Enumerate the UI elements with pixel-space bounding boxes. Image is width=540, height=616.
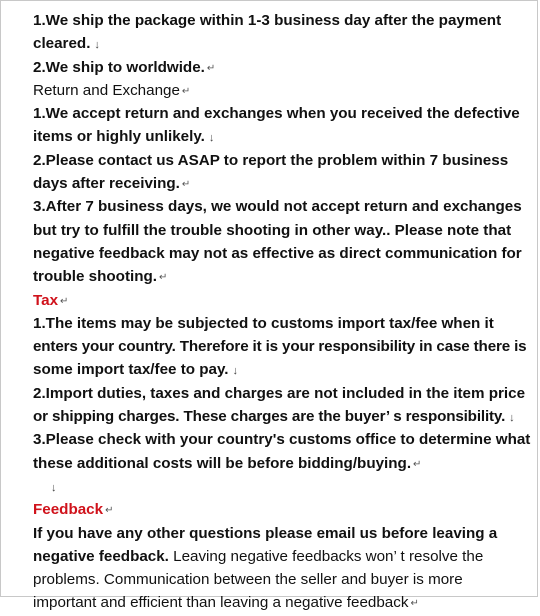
- return-mark-icon: ↵: [410, 598, 419, 610]
- returns-line-1: 1.We accept return and exchanges when you received the defective: [33, 105, 520, 123]
- down-arrow-icon: ↓: [51, 481, 57, 494]
- tax-line-6: 3.Please check with your country's customs office to determine what: [33, 431, 531, 449]
- returns-line-2: items or highly unlikely. ↓: [33, 128, 215, 146]
- tax-line-2: enters your country. Therefore it is your responsibility in case there is: [33, 338, 527, 356]
- feedback-line-1: If you have any other questions please email us before leaving a: [33, 524, 498, 542]
- tax-line-1: 1.The items may be subjected to customs import tax/fee when it: [33, 314, 494, 332]
- down-arrow-icon: ↓: [232, 365, 239, 378]
- tax-line-3: some import tax/fee to pay. ↓: [33, 361, 239, 379]
- shipping-line-3: 2.We ship to worldwide. ↵: [33, 58, 216, 76]
- document-body: [33, 9, 538, 615]
- returns-line-5: 3.After 7 business days, we would not accept return and exchanges: [33, 198, 522, 216]
- feedback-line-2-normal: Leaving negative feedbacks won’ t resolve the: [168, 547, 484, 565]
- return-mark-icon: ↵: [181, 179, 191, 191]
- tax-heading: Tax ↵: [33, 291, 69, 309]
- return-mark-icon: ↵: [60, 295, 69, 307]
- return-mark-icon: ↵: [206, 62, 216, 74]
- shipping-line-2: cleared. ↓: [33, 35, 100, 53]
- feedback-line-4: important and efficient than leaving a negative feedback ↵: [33, 594, 419, 612]
- returns-line-7: negative feedback may not as effective as direct communication for: [33, 244, 522, 262]
- returns-line-3: 2.Please contact us ASAP to report the problem within 7 business: [33, 151, 509, 169]
- tax-line-7: these additional costs will be before bidding/buying. ↵: [33, 454, 422, 472]
- return-mark-icon: ↵: [105, 505, 114, 517]
- return-mark-icon: ↵: [181, 85, 191, 97]
- feedback-heading: Feedback ↵: [33, 501, 114, 519]
- returns-line-6: but try to fulfill the trouble shooting in other way.. Please note that: [33, 221, 512, 239]
- down-arrow-icon: ↓: [509, 412, 515, 425]
- feedback-line-2-bold: negative feedback.: [33, 547, 169, 565]
- returns-heading: Return and Exchange ↵: [33, 81, 191, 99]
- returns-line-8: trouble shooting. ↵: [33, 268, 168, 286]
- blank-line: [33, 475, 538, 498]
- down-arrow-icon: ↓: [94, 39, 100, 52]
- tax-line-5: or shipping charges. These charges are the buyer’ s responsibility. ↓: [33, 408, 515, 426]
- return-mark-icon: ↵: [413, 458, 422, 470]
- return-mark-icon: ↵: [159, 272, 168, 284]
- down-arrow-icon: ↓: [208, 132, 215, 145]
- feedback-line-2: [33, 545, 538, 568]
- feedback-line-3: problems. Communication between the seller and buyer is more: [33, 571, 463, 589]
- returns-line-4: days after receiving. ↵: [33, 175, 191, 193]
- tax-line-4: 2.Import duties, taxes and charges are not included in the item price: [33, 384, 526, 402]
- shipping-line-1: 1.We ship the package within 1-3 business day after the payment: [33, 12, 502, 29]
